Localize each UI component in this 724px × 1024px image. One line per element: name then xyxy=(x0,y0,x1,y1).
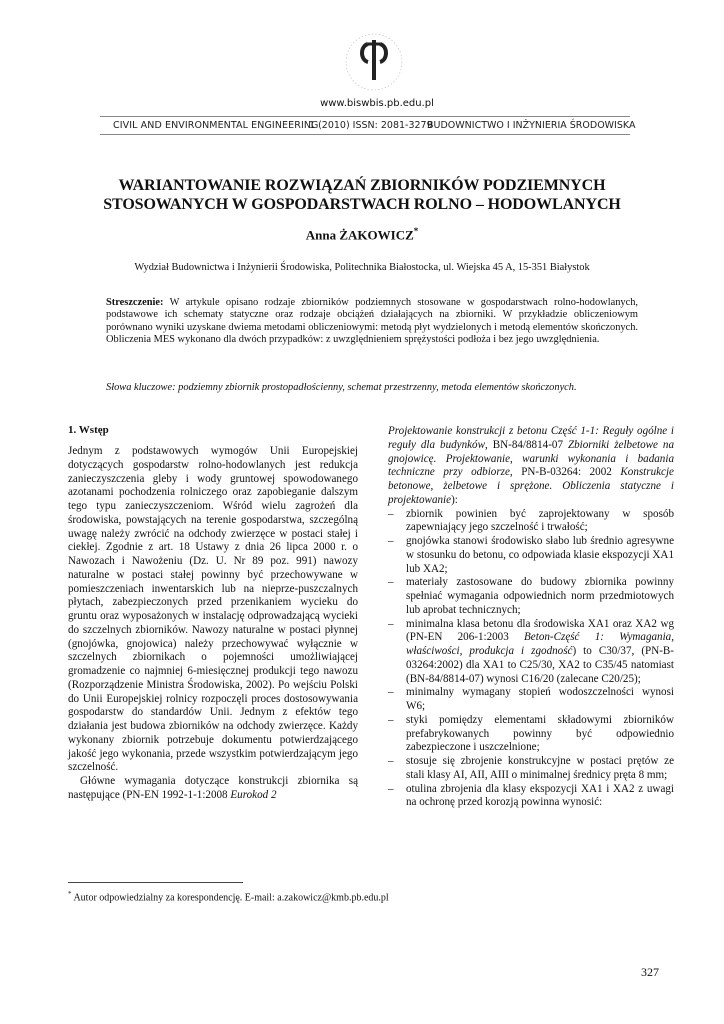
list-item: – otulina zbrojenia dla klasy ekspozycji XA1 i XA2 z uwagi na ochronę przed korozją powinna wynosić: xyxy=(388,783,674,811)
abstract xyxy=(106,297,638,347)
right-column xyxy=(388,425,674,810)
standard-title-2: Zbiorniki żelbetowe na gnojowicę. Projektowanie, warunki wykonania i badania techniczne przy odbiorze xyxy=(388,438,675,479)
list-item: – materiały zastosowane do budowy zbiornika powinny spełniać wymagania odpowiednich norm przedmiotowych lub aprobat technicznych; xyxy=(388,576,674,617)
footnote-text: Autor odpowiedzialny za korespondencję. E-mail: a.zakowicz@kmb.pb.edu.pl xyxy=(71,892,389,904)
item4-text-italic: Beton-Część 1: Wymagania, właściwości, produkcja i zgodność xyxy=(406,631,674,657)
abstract-text: W artykule opisano rodzaje zbiorników podziemnych stosowane w gospodarstwach rolno-hodowlanych, podstawowe ich schematy statyczne oraz rodzaje obciążeń działających na zbiorniki. W przykładzie obliczeniowym porównano wyniki uzyskane dwiema metodami obliczeniowymi: metodą płyt wydzielonych i metodą elementów skończonych. Obliczenia MES wykonano dla dwóch przypadków: z uwzględnieniem sprężystości podłoża i bez jego uwzględnienia. xyxy=(106,297,638,346)
university-seal-icon xyxy=(342,30,406,94)
standard-title-1: Projektowanie konstrukcji z betonu Część 1-1: Reguły ogólne i reguły dla budynków xyxy=(388,425,674,451)
author-footnote-mark: * xyxy=(413,226,419,236)
author-affiliation: Wydział Budownictwa i Inżynierii Środowiska, Politechnika Białostocka, ul. Wiejska 45 A, 15-351 Białystok xyxy=(134,262,590,273)
journal-url[interactable]: www.biswbis.pb.edu.pl xyxy=(320,98,434,109)
author-name: Anna ŻAKOWICZ xyxy=(305,227,414,243)
list-item: – zbiornik powinien być zaprojektowany w sposób zapewniający jego szczelność i trwałość; xyxy=(388,508,674,536)
left-column xyxy=(68,445,358,803)
header-rule-bottom xyxy=(100,134,630,135)
abstract-label: Streszczenie: xyxy=(106,297,164,308)
list-item: – gnojówka stanowi środowisko słabo lub średnio agresywne w stosunku do betonu, co odpowiada klasie ekspozycji XA1 lub XA2; xyxy=(388,535,674,576)
standard-title-3: Konstrukcje betonowe, żelbetowe i sprężone. Obliczenia statyczne i projektowanie xyxy=(388,466,674,506)
header-rule-top xyxy=(100,116,630,117)
item4-text-c: ) to C30/37, (PN-B-03264:2002) dla XA1 to C25/30, XA2 to C35/45 natomiast (BN-84/8814-07) wynosi C16/20 (zalecane C20/25); xyxy=(406,645,674,685)
standard-code-2: , BN-84/8814-07 xyxy=(485,438,568,451)
footnote-mark: * xyxy=(68,890,72,898)
keywords-text: : podziemny zbiornik prostopadłościenny, schemat przestrzenny, metoda elementów skończonych. xyxy=(172,382,577,393)
standards-paragraph xyxy=(388,425,674,508)
list-item: – styki pomiędzy elementami składowymi zbiorników prefabrykowanych powinny być odpowiednio zabezpieczone i uszczelnione; xyxy=(388,714,674,755)
intro-paragraph-1: Jednym z podstawowych wymogów Unii Europejskiej dotyczących gospodarstw rolno-hodowlanych jest redukcja zanieczyszczenia gleby i wody gruntowej spowodowanego azotanami pochodzenia rolniczego oraz zapobieganie dalszym tego typu zanieczyszczeniom. Wśród wielu zagrożeń dla środowiska, powstających na terenie gospodarstwa, szczególną uwagę należy zwrócić na odchody zwierzęce w postaci stałej i ciekłej. Zgodnie z art. 18 Ustawy z dnia 26 lipca 2000 r. o Nawozach i Nawożeniu (Dz. U. Nr 89 poz. 991) nawozy naturalne w postaci stałej powinny być przechowywane w pomieszczeniach inwentarskich lub na nieprze-puszczalnych płytach, zabezpieczonych przed przenikaniem wycieku do gruntu oraz wyposażonych w instalację odprowadzającą wycieki do szczelnych zbiorników. Nawozy naturalne w postaci płynnej (gnojówka, gnojowica) należy przechowywać wyłącznie w szczelnych zbiornikach o pojemności umożliwiającej gromadzenie co najmniej 6-miesięcznej produkcji tego nawozu (Rozporządzenie Ministra Środowiska, 2002). Po wejściu Polski do Unii Europejskiej rolnicy rozpoczęli proces dostosowywania gospodarstw do standardów Unii. Jednym z efektów tego działania jest budowa zbiorników na odchody zwierzęce. Każdy wykonany zbiornik potrzebuje dokumentu potwierdzającego jakość jego wykonania, przede wszystkim potwierdzającym jego szczelność. xyxy=(68,445,358,774)
article-author xyxy=(0,226,724,243)
page-number: 327 xyxy=(641,965,659,979)
journal-name-en: CIVIL AND ENVIRONMENTAL ENGINEERING xyxy=(113,120,319,131)
journal-name-pl: BUDOWNICTWO I INŻYNIERIA ŚRODOWISKA xyxy=(427,120,636,131)
standard-code-3: , PN-B-03264: 2002 xyxy=(509,466,621,479)
section-heading: 1. Wstęp xyxy=(68,424,109,436)
para2-text: Główne wymagania dotyczące konstrukcji zbiornika są następujące (PN-EN 1992-1-1:2008 xyxy=(68,775,358,801)
keywords-label: Słowa kluczowe xyxy=(106,382,173,393)
footnote xyxy=(68,890,389,903)
keywords xyxy=(106,382,638,394)
list-item xyxy=(388,618,674,687)
list-item: – minimalny wymagany stopień wodoszczelności wynosi W6; xyxy=(388,686,674,714)
footnote-rule xyxy=(68,882,243,883)
standards-close: ): xyxy=(451,493,458,506)
article-title: WARIANTOWANIE ROZWIĄZAŃ ZBIORNIKÓW PODZIEMNYCH STOSOWANYCH W GOSPODARSTWACH ROLNO – HODOWLANYCH xyxy=(103,177,621,213)
intro-paragraph-2 xyxy=(68,775,358,803)
item4-text-a: minimalna klasa betonu dla środowiska XA1 oraz XA2 wg (PN-EN 206-1:2003 xyxy=(406,617,674,644)
para2-italic: Eurokod 2 xyxy=(230,788,277,801)
list-item: – stosuje się zbrojenie konstrukcyjne w postaci prętów ze stali klasy AI, AII, AIII o minimalnej średnicy pręta 8 mm; xyxy=(388,755,674,783)
journal-issue-issn: 1 (2010) ISSN: 2081-3279 xyxy=(309,120,433,131)
